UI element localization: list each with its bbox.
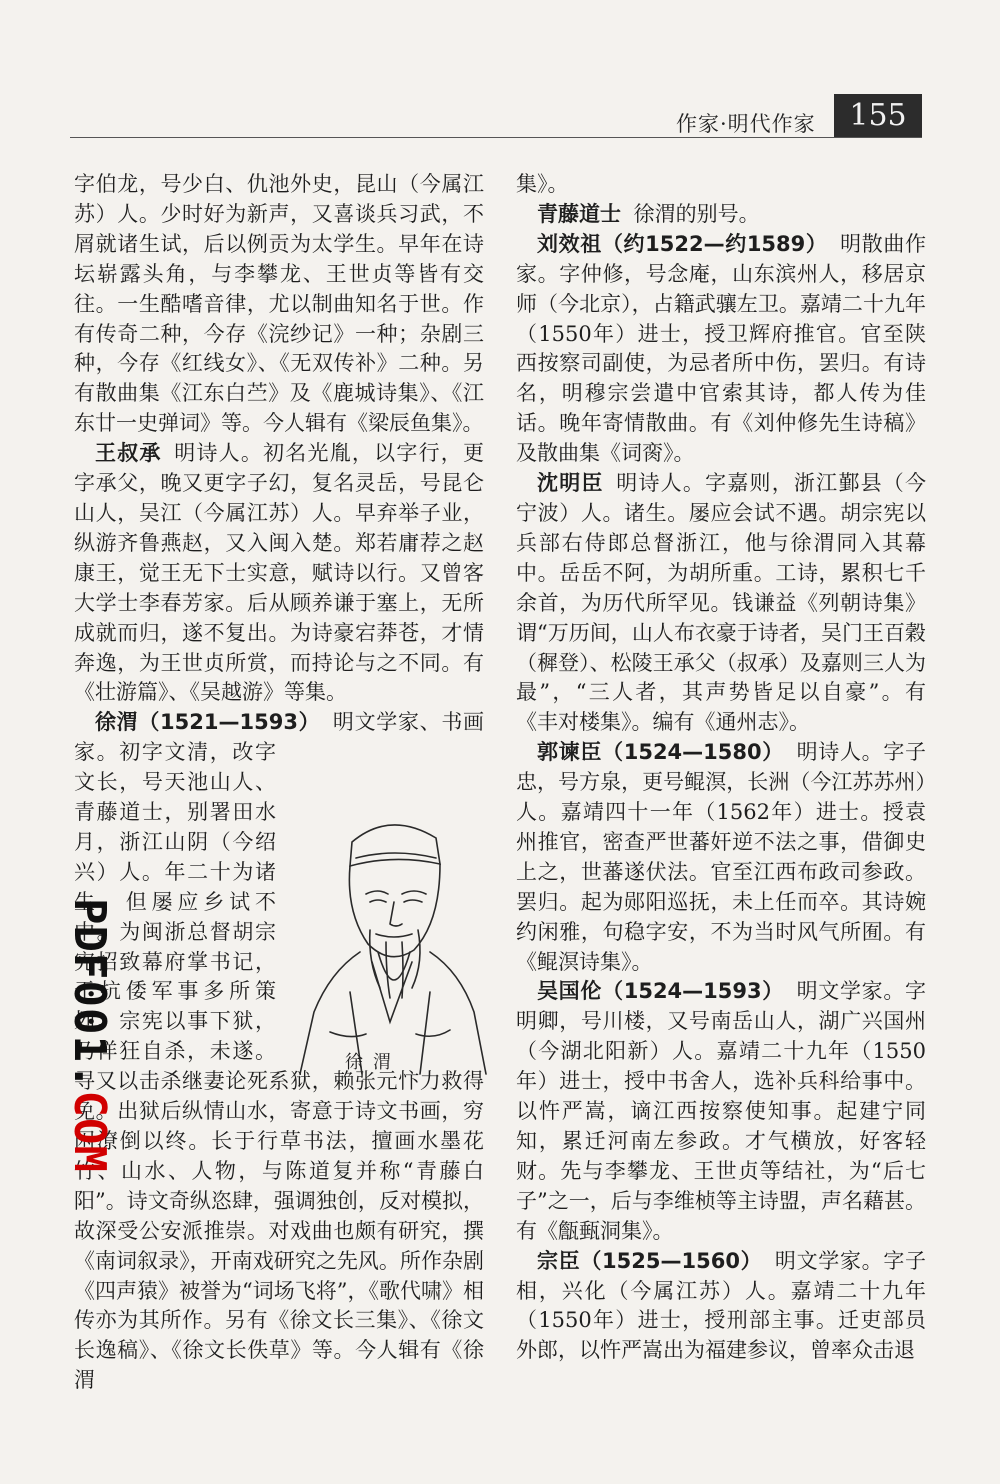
entry-shen-mingchen [516, 469, 926, 738]
entry-continued [74, 170, 484, 439]
scholar-portrait-illustration [290, 802, 490, 1082]
entry-text: 明散曲作家。字仲修，号念庵，山东滨州人，移居京师（今北京），占籍武骧左卫。嘉靖二十九年（1550年）进士，授卫辉府推官。官至陕西按察司副使，为忌者所中伤，罢归。有诗名，明穆宗尝遣中官索其诗，都人传为佳话。晚年寄情散曲。有《刘仲修先生诗稿》及散曲集《词脔》。 [516, 231, 926, 466]
watermark [64, 898, 115, 1173]
entry-qingteng-daoshi [516, 200, 926, 230]
portrait-caption: 徐渭 [345, 1052, 401, 1073]
entry-text: 徐渭的别号。 [633, 201, 760, 226]
left-column [74, 170, 484, 1396]
entry-text: 明文学家。字明卿，号川楼，又号南岳山人，湖广兴国州（今湖北阳新）人。嘉靖二十九年（1550年）进士，授中书舍人，选补兵科给事中。以忤严嵩，谪江西按察使知事。起建宁同知，累迁河南左参政。才气横放，好客轻财。先与李攀龙、王世贞等结社，为“后七子”之一，后与李维桢等主诗盟，声名藉甚。有《甔甀洞集》。 [516, 979, 927, 1243]
entry-wu-guolun [516, 977, 926, 1246]
entry-headword: 郭谏臣（1524—1580） [537, 740, 784, 765]
section-title: 作家·明代作家 [676, 112, 816, 136]
entry-headword: 宗臣（1525—1560） [537, 1248, 763, 1273]
entry-continued [516, 170, 926, 200]
entry-text: 集》。 [516, 172, 569, 196]
entry-text: 明诗人。字嘉则，浙江鄞县（今宁波）人。诸生。屡应会试不遇。胡宗宪以兵部右侍郎总督浙江，他与徐渭同入其幕中。岳岳不阿，为胡所重。工诗，累积七千余首，为历代所罕见。钱谦益《列朝诗集》谓“万历间，山人布衣豪于诗者，吴门王百穀（穉登）、松陵王承父（叔承）及嘉则三人为最”，“三人者，其声势皆足以自豪”。有《丰对楼集》。编有《通州志》。 [516, 471, 927, 735]
entry-text: 字伯龙，号少白、仇池外史，昆山（今属江苏）人。少时好为新声，又喜谈兵习武，不屑就诸生试，后以例贡为太学生。早年在诗坛崭露头角，与李攀龙、王世贞等皆有交往。一生酷嗜音律，尤以制曲知名于世。作有传奇二种，今存《浣纱记》一种；杂剧三种，今存《红线女》、《无双传补》二种。另有散曲集《江东白苎》及《鹿城诗集》、《江东廿一史弹词》等。今人辑有《梁辰鱼集》。 [74, 172, 484, 436]
entry-headword: 吴国伦（1524—1593） [537, 979, 784, 1004]
entry-wang-shucheng [74, 439, 484, 708]
entry-text: 明文学家。字子相，兴化（今属江苏）人。嘉靖二十九年（1550年）进士，授刑部主事。迁吏部员外郎，以忤严嵩出为福建参议，曾率众击退 [516, 1248, 926, 1363]
page-number: 155 [834, 94, 922, 138]
entry-headword: 青藤道士 [537, 201, 621, 226]
right-column [516, 170, 926, 1366]
entry-text: 明诗人。字子忠，号方泉，更号鲲溟，长洲（今江苏苏州）人。嘉靖四十一年（1562年）进士。授袁州推官，密查严世蕃奸逆不法之事，借御史上之，世蕃遂伏法。官至江西布政司参政。罢归。起为郧阳巡抚，未上任而卒。其诗婉约闲雅，句稳字安，不为当时风气所囿。有《鲲溟诗集》。 [516, 740, 927, 974]
entry-text: 明文学家、书画家。初字文清，改字文长，号天池山人、青藤道士，别署田水月，浙江山阴（今绍兴）人。年二十为诸生，但屡应乡试不中。为闽浙总督胡宗宪招致幕府掌书记，于抗倭军事多所策划。宗宪以事下狱，乃佯狂自杀，未遂。寻又以击杀继妻论死系狱，赖张元忭力救得免。出狱后纵情山水，寄意于诗文书画，穷困潦倒以终。长于行草书法，擅画水墨花竹、山水、人物，与陈道复并称“青藤白阳”。诗文奇纵恣肆，强调独创，反对模拟，故深受公安派推崇。对戏曲也颇有研究，撰《南词叙录》，开南戏研究之先风。所作杂剧《四声猿》被誉为“词场飞将”，《歌代啸》相传亦为其所作。另有《徐文长三集》、《徐文长逸稿》、《徐文长佚草》等。今人辑有《徐渭 [74, 710, 484, 1393]
entry-headword: 刘效祖（约1522—约1589） [537, 231, 828, 256]
entry-zong-chen [516, 1247, 926, 1367]
watermark-text-red: COM [63, 1090, 115, 1173]
entry-liu-xiaozu [516, 230, 926, 469]
entry-headword: 徐渭（1521—1593） [95, 710, 321, 735]
header-rule [70, 137, 922, 138]
entry-text: 明诗人。初名光胤，以字行，更字承父，晚又更字子幻，复名灵岳，号昆仑山人，吴江（今属江苏）人。早弃举子业，纵游齐鲁燕赵，又入闽入楚。郑若庸荐之赵康王，觉王无下士实意，赋诗以行。又曾客大学士李春芳家。后从顾养谦于塞上，无所成就而归，遂不复出。为诗豪宕莽苍，才情奔逸，为王世贞所赏，而持论与之不同。有《壮游篇》、《吴越游》等集。 [74, 441, 485, 705]
entry-headword: 王叔承 [95, 441, 162, 466]
entry-guo-jianchen [516, 738, 926, 977]
entry-headword: 沈明臣 [537, 471, 604, 496]
watermark-text: PDF001. [63, 898, 115, 1091]
